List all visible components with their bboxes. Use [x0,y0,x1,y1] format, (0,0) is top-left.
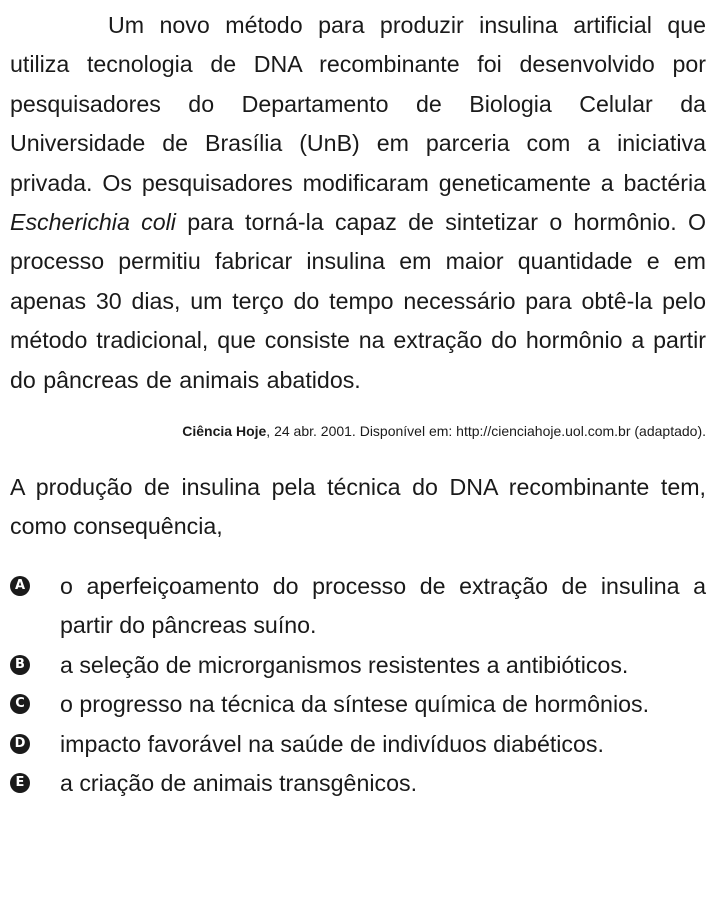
source-citation [10,422,706,440]
option-b-text: a seleção de microrganismos resistentes a antibióticos. [60,651,629,678]
source-details: , 24 abr. 2001. Disponível em: http://cienciahoje.uol.com.br (adaptado). [266,423,706,440]
option-d-badge: D [10,734,30,754]
option-c[interactable] [10,685,706,724]
option-a[interactable] [10,567,706,646]
option-a-text: o aperfeiçoamento do processo de extração de insulina a partir do pâncreas suíno. [60,572,706,639]
passage-part-2: para torná-la capaz de sintetizar o hormônio. O processo permitiu fabricar insulina em maior quantidade e em apenas 30 dias, um terço do tempo necessário para obtê-la pelo método tradicional, que consiste na extração do hormônio a partir do pâncreas de animais abatidos. [10,209,706,393]
question-stem: A produção de insulina pela técnica do DNA recombinante tem, como consequência, [10,474,706,540]
option-a-badge: A [10,576,30,596]
option-e-badge: E [10,773,30,793]
option-d[interactable] [10,725,706,764]
source-publication: Ciência Hoje [182,423,267,440]
answer-options [10,567,706,803]
option-e[interactable] [10,764,706,803]
passage-part-1: Um novo método para produzir insulina artificial que utiliza tecnologia de DNA recombinante foi desenvolvido por pesquisadores do Departamento de Biologia Celular da Universidade de Brasília (UnB) em parceria com a iniciativa privada. Os pesquisadores modificaram geneticamente a bactéria [10,12,706,196]
question-page [10,6,706,803]
option-c-text: o progresso na técnica da síntese química de hormônios. [60,691,650,718]
species-name: Escherichia coli [10,209,176,236]
option-b[interactable] [10,646,706,685]
option-b-badge: B [10,655,30,675]
option-c-badge: C [10,694,30,714]
option-e-text: a criação de animais transgênicos. [60,769,418,796]
passage-text [10,6,706,400]
option-d-text: impacto favorável na saúde de indivíduos diabéticos. [60,730,604,757]
